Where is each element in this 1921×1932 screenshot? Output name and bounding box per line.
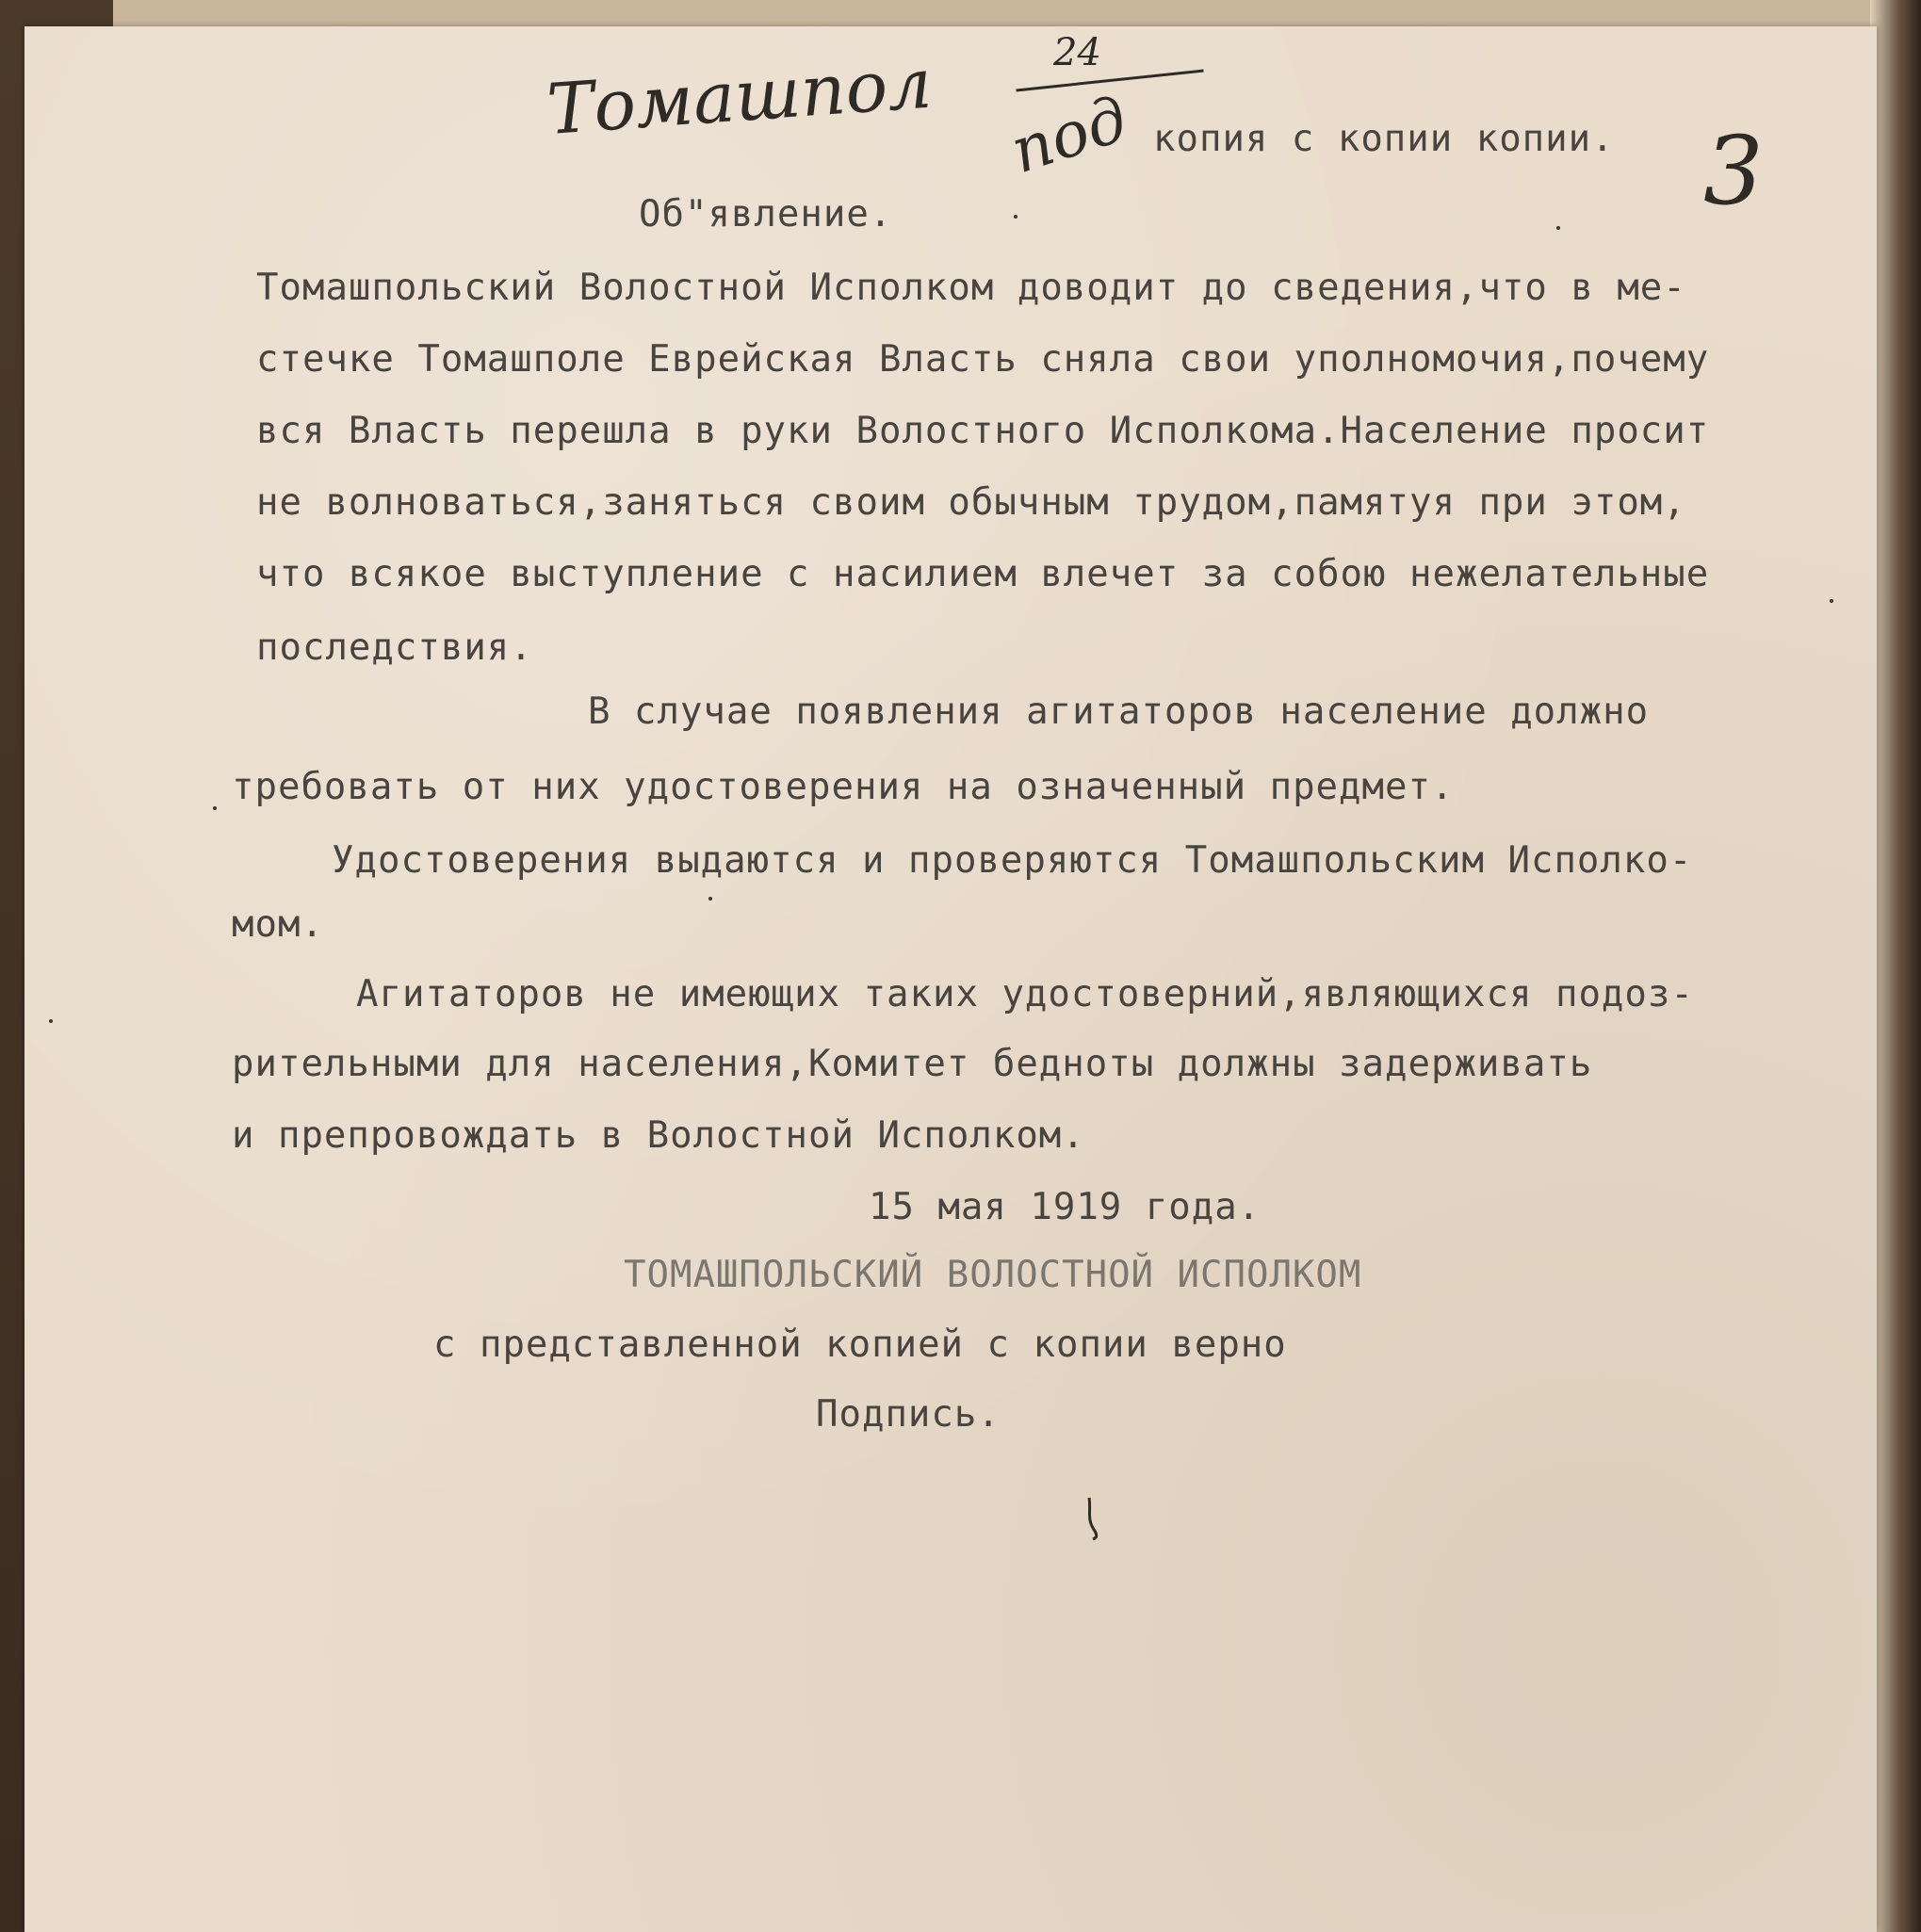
- body-line: и препровождать в Волостной Исполком.: [232, 1114, 1085, 1157]
- paper-speck: [1556, 226, 1560, 230]
- issuer-stamp-line: ТОМАШПОЛЬСКИЙ ВОЛОСТНОЙ ИСПОЛКОМ: [624, 1254, 1362, 1296]
- body-line: требовать от них удостоверения на означенный предмет.: [232, 766, 1455, 808]
- body-line: что всякое выступление с насилием влечет за собою нежелательные: [256, 553, 1710, 595]
- paper-speck: [213, 806, 217, 810]
- handwritten-page-number: 3: [1703, 116, 1764, 226]
- body-line: не волноваться,заняться своим обычным трудом,памятуя при этом,: [256, 481, 1686, 524]
- copy-note: копия с копии копии.: [1153, 118, 1615, 160]
- signature-label: Подпись.: [816, 1393, 1001, 1436]
- paper-speck: [49, 1019, 53, 1023]
- body-line: Томашпольский Волостной Исполком доводит до сведения,что в ме-: [256, 267, 1686, 309]
- paper-speck: [708, 897, 712, 901]
- paper-edge: [1870, 0, 1921, 1932]
- document-title: Об"явление.: [639, 193, 893, 235]
- document-page: [24, 26, 1877, 1932]
- paper-speck: [1830, 599, 1833, 603]
- ink-mark-icon: [1080, 1496, 1108, 1543]
- body-line: Агитаторов не имеющих таких удостоверний,являющихся подоз-: [356, 973, 1694, 1015]
- body-line: Удостоверения выдаются и проверяются Томашпольским Исполко-: [332, 839, 1693, 882]
- paper-speck: [1014, 215, 1017, 219]
- body-line: последствия.: [256, 626, 533, 669]
- body-line: В случае появления агитаторов население должно: [588, 690, 1650, 733]
- body-line: стечке Томашполе Еврейская Власть сняла свои уполномочия,почему: [256, 338, 1710, 381]
- certification-line: с представленной копией с копии верно: [433, 1323, 1287, 1366]
- handwritten-folio-label: под: [1001, 82, 1136, 188]
- body-line: рительными для населения,Комитет бедноты должны задерживать: [232, 1043, 1593, 1085]
- handwritten-folio-number: 24: [1053, 31, 1101, 74]
- document-date: 15 мая 1919 года.: [869, 1186, 1262, 1228]
- body-line: мом.: [232, 903, 324, 946]
- handwritten-place-name: Томашпол: [545, 42, 935, 151]
- body-line: вся Власть перешла в руки Волостного Исполкома.Население просит: [256, 410, 1710, 452]
